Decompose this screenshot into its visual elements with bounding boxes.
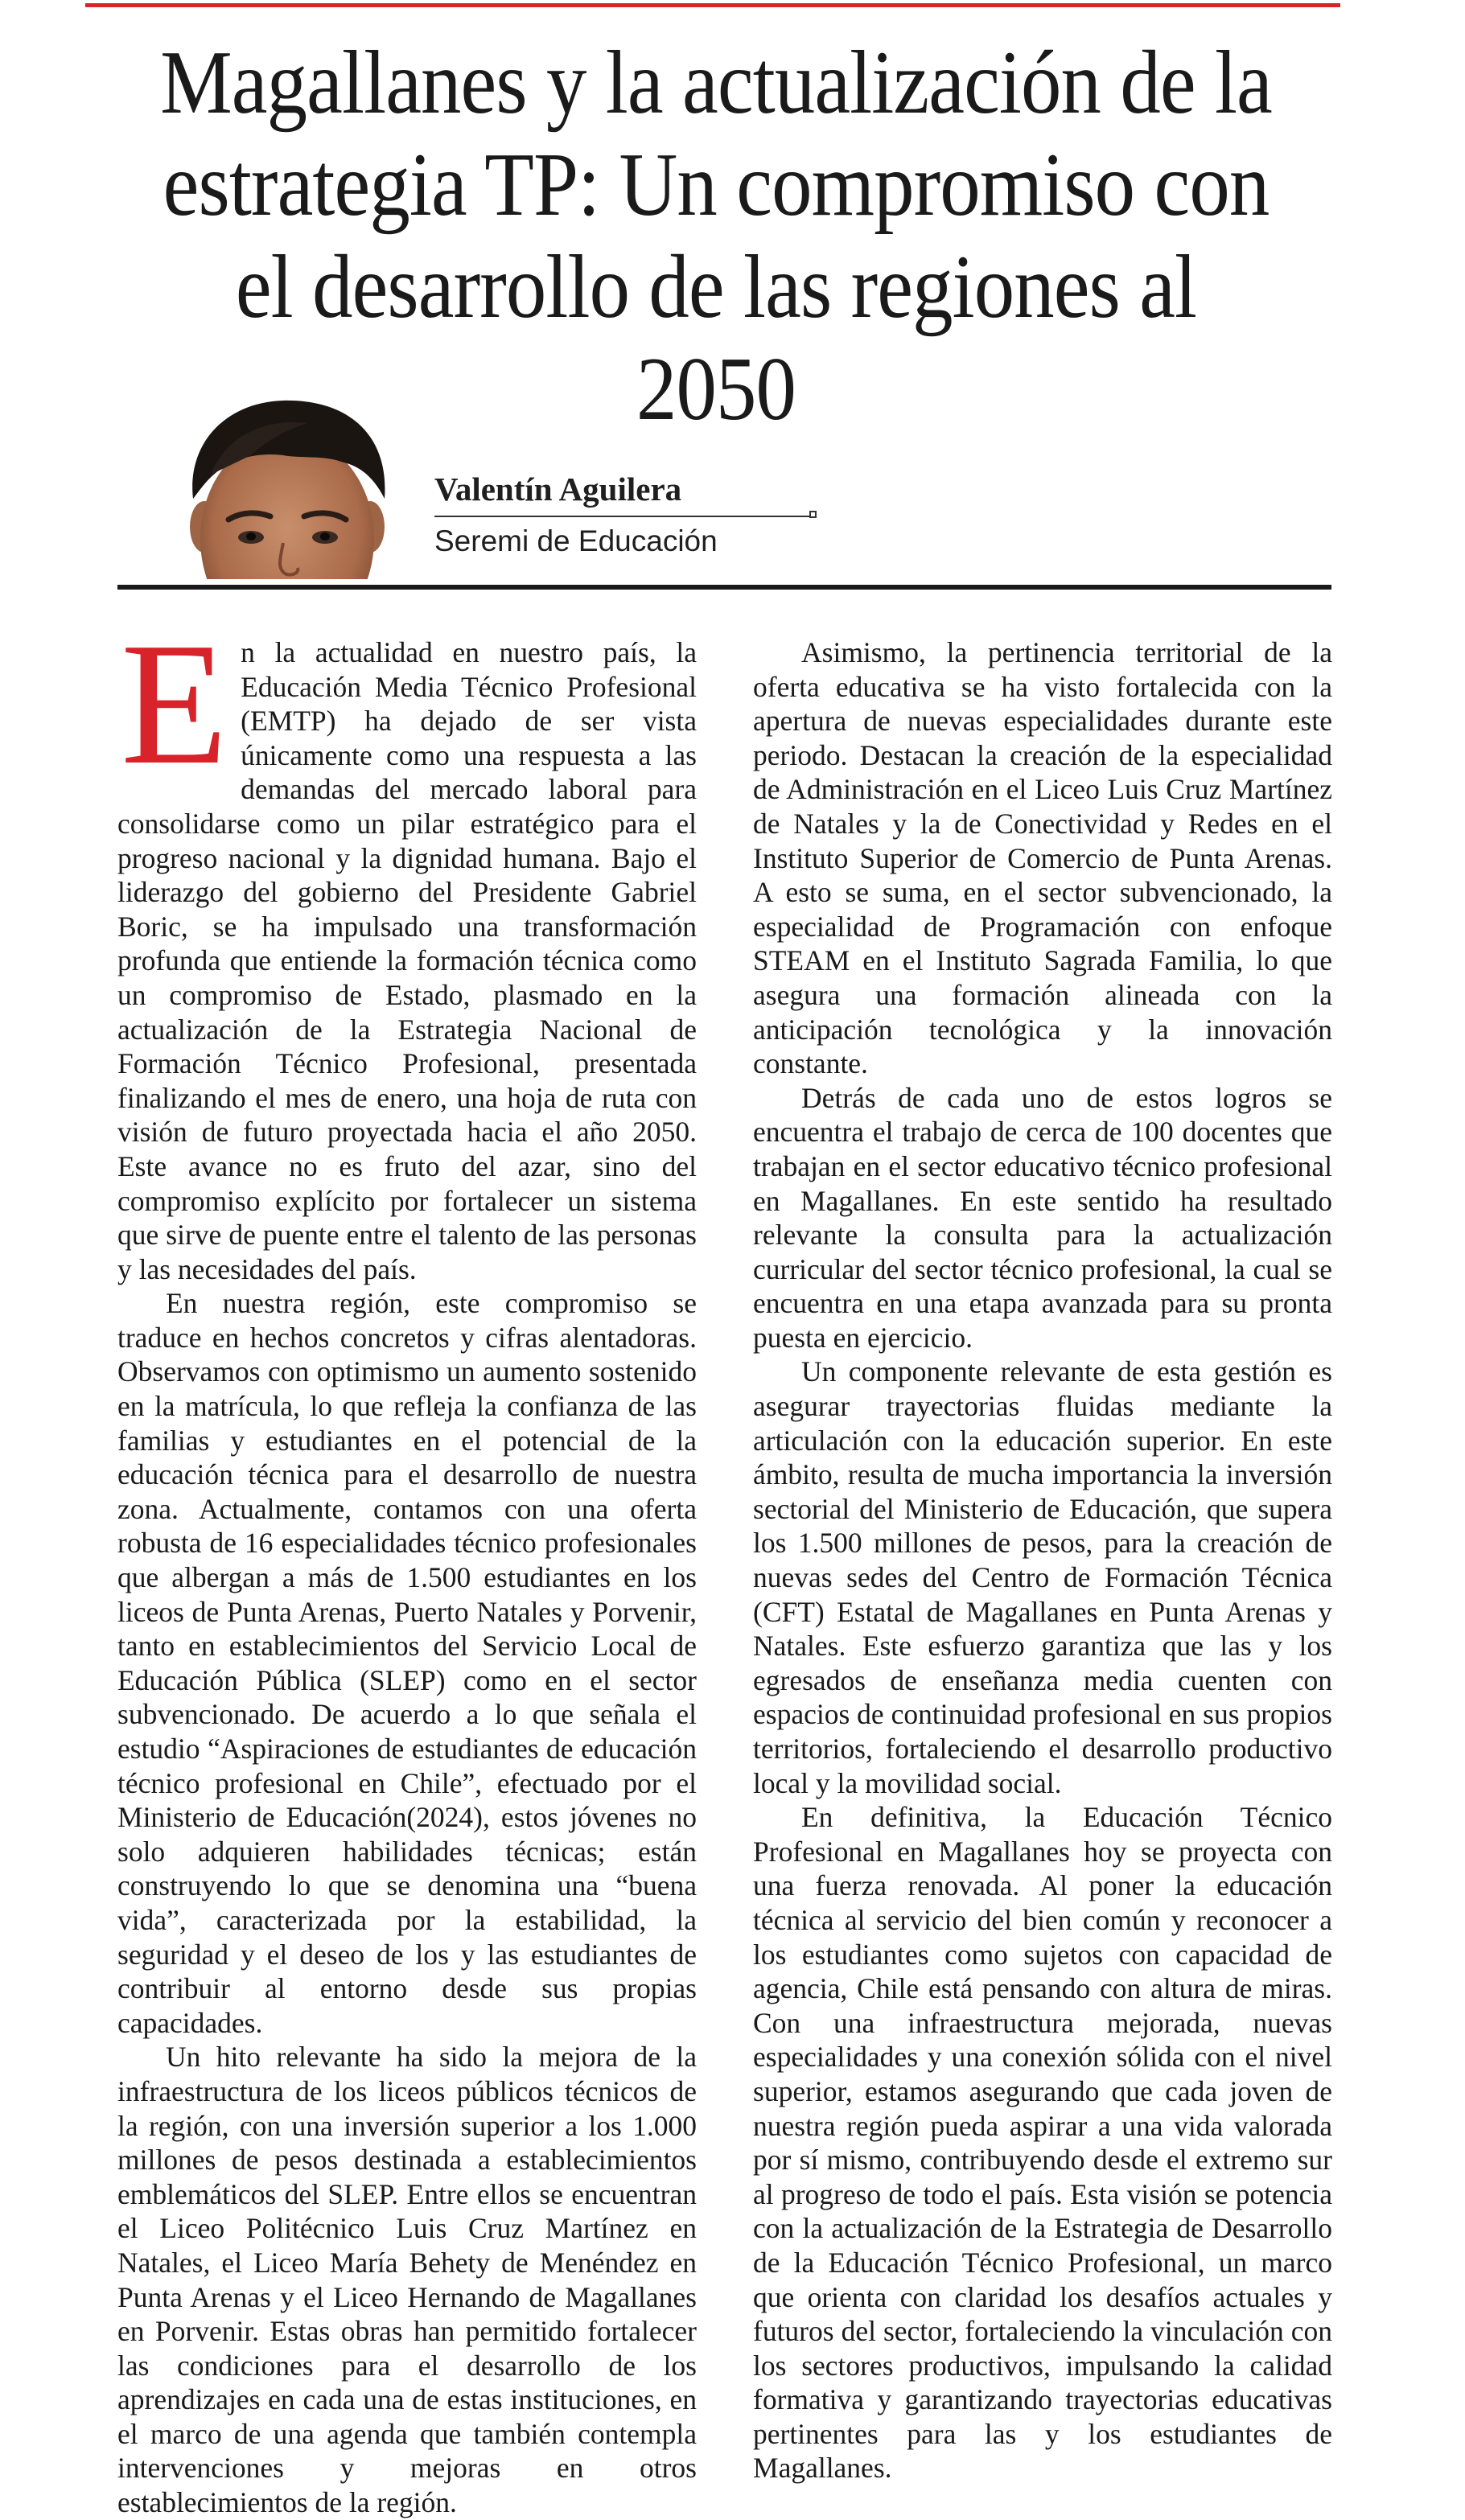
article-paragraph: En definitiva, la Educación Técnico Profesional en Magallanes hoy se proyecta con una fuerza renovada. Al poner la educación técnica al servicio del bien común y reconocer a los estudiantes como sujetos con capacidad de agencia, Chile está pensando con altura de miras. Con una infraestructura mejorada, nuevas especialidades y una conexión sólida con el nivel superior, estamos asegurando que cada joven de nuestra región pueda aspirar a una vida valorada por sí mismo, contribuyendo desde el extremo sur al progreso de todo el país. Esta visión se potencia con la actualización de la Estrategia de Desarrollo de la Educación Técnico Profesional, un marco que orienta con claridad los desafíos actuales y futuros del sector, fortaleciendo la vinculación con los sectores productivos, impulsando la calidad formativa y garantizando trayectorias educativas pertinentes para las y los estudiantes de Magallanes.	[753, 1801, 1332, 2485]
article-paragraph: Detrás de cada uno de estos logros se encuentra el trabajo de cerca de 100 docentes que trabajan en el sector educativo técnico profesional en Magallanes. En este sentido ha resultado relevante la consulta para la actualización curricular del sector técnico profesional, la cual se encuentra en una etapa avanzada para su pronta puesta en ejercicio.	[753, 1081, 1332, 1354]
article-column-left	[117, 607, 697, 2520]
byline-divider	[434, 516, 811, 517]
article-paragraph: Asimismo, la pertinencia territorial de la oferta educativa se ha visto fortalecida con la apertura de nuevas especialidades durante este periodo. Destacan la creación de la especialidad de Administración en el Liceo Luis Cruz Martínez de Natales y la de Conectividad y Redes en el Instituto Superior de Comercio de Punta Arenas. A esto se suma, en el sector subvencionado, la especialidad de Programación con enfoque STEAM en el Instituto Sagrada Familia, lo que asegura una formación alineada con la anticipación tecnológica y la innovación constante.	[753, 636, 1332, 1080]
article-paragraph: Un componente relevante de esta gestión es asegurar trayectorias fluidas mediante la articulación con la educación superior. En este ámbito, resulta de mucha importancia la inversión sectorial del Ministerio de Educación, que supera los 1.500 millones de pesos, para la creación de nuevas sedes del Centro de Formación Técnica (CFT) Estatal de Magallanes en Punta Arenas y Natales. Este esfuerzo garantiza que las y los egresados de enseñanza media cuenten con espacios de continuidad profesional en sus propios territorios, fortaleciendo el desarrollo productivo local y la movilidad social.	[753, 1355, 1332, 1799]
drop-cap: E	[121, 607, 228, 801]
section-divider	[117, 585, 1331, 590]
top-accent-rule	[85, 3, 1340, 7]
paragraph-text: n la actualidad en nuestro país, la Educación Media Técnico Profesional (EMTP) ha dejado de ser vista únicamente como una respuesta a las demandas del mercado laboral para consolidarse como un pilar estratégico para el progreso nacional y la dignidad humana. Bajo el liderazgo del gobierno del Presidente Gabriel Boric, se ha impulsado una transformación profunda que entiende la formación técnica como un compromiso de Estado, plasmado en la actualización de la Estrategia Nacional de Formación Técnico Profesional, presentada finalizando el mes de enero, una hoja de ruta con visión de futuro proyectada hacia el año 2050. Este avance no es fruto del azar, sino del compromiso explícito por fortalecer un sistema que sirve de puente entre el talento de las personas y las necesidades del país.	[117, 636, 697, 1285]
byline-divider-end-marker	[809, 511, 817, 518]
article-paragraph	[117, 607, 697, 1286]
article-paragraph: En nuestra región, este compromiso se traduce en hechos concretos y cifras alentadoras. Observamos con optimismo un aumento sostenido en la matrícula, lo que refleja la confianza de las familias y estudiantes en el potencial de la educación técnica para el desarrollo de nuestra zona. Actualmente, contamos con una oferta robusta de 16 especialidades técnico profesionales que albergan a más de 1.500 estudiantes en los liceos de Punta Arenas, Puerto Natales y Porvenir, tanto en establecimientos del Servicio Local de Educación Pública (SLEP) como en el sector subvencionado. De acuerdo a lo que señala el estudio “Aspiraciones de estudiantes de educación técnico profesional en Chile”, efectuado por el Ministerio de Educación(2024), estos jóvenes no solo adquieren habilidades técnicas; están construyendo lo que se denomina una “buena vida”, caracterizada por la estabilidad, la seguridad y el deseo de los y las estudiantes de contribuir al entorno desde sus propias capacidades.	[117, 1287, 697, 2039]
author-role: Seremi de Educación	[434, 524, 718, 557]
author-photo	[154, 378, 420, 579]
author-portrait-illustration	[154, 378, 420, 579]
headline: Magallanes y la actualización de la estrategia TP: Un compromiso con el desarrollo de las regiones al 2050	[160, 33, 1272, 439]
article-column-right	[753, 635, 1332, 2485]
article-paragraph: Un hito relevante ha sido la mejora de la infraestructura de los liceos públicos técnicos de la región, con una inversión superior a los 1.000 millones de pesos destinada a establecimientos emblemáticos del SLEP. Entre ellos se encuentran el Liceo Politécnico Luis Cruz Martínez en Natales, el Liceo María Behety de Menéndez en Punta Arenas y el Liceo Hernando de Magallanes en Porvenir. Estas obras han permitido fortalecer las condiciones para el desarrollo de los aprendizajes en cada una de estas instituciones, en el marco de una agenda que también contempla intervenciones y mejoras en otros establecimientos de la región.	[117, 2041, 697, 2519]
author-name: Valentín Aguilera	[434, 471, 682, 508]
